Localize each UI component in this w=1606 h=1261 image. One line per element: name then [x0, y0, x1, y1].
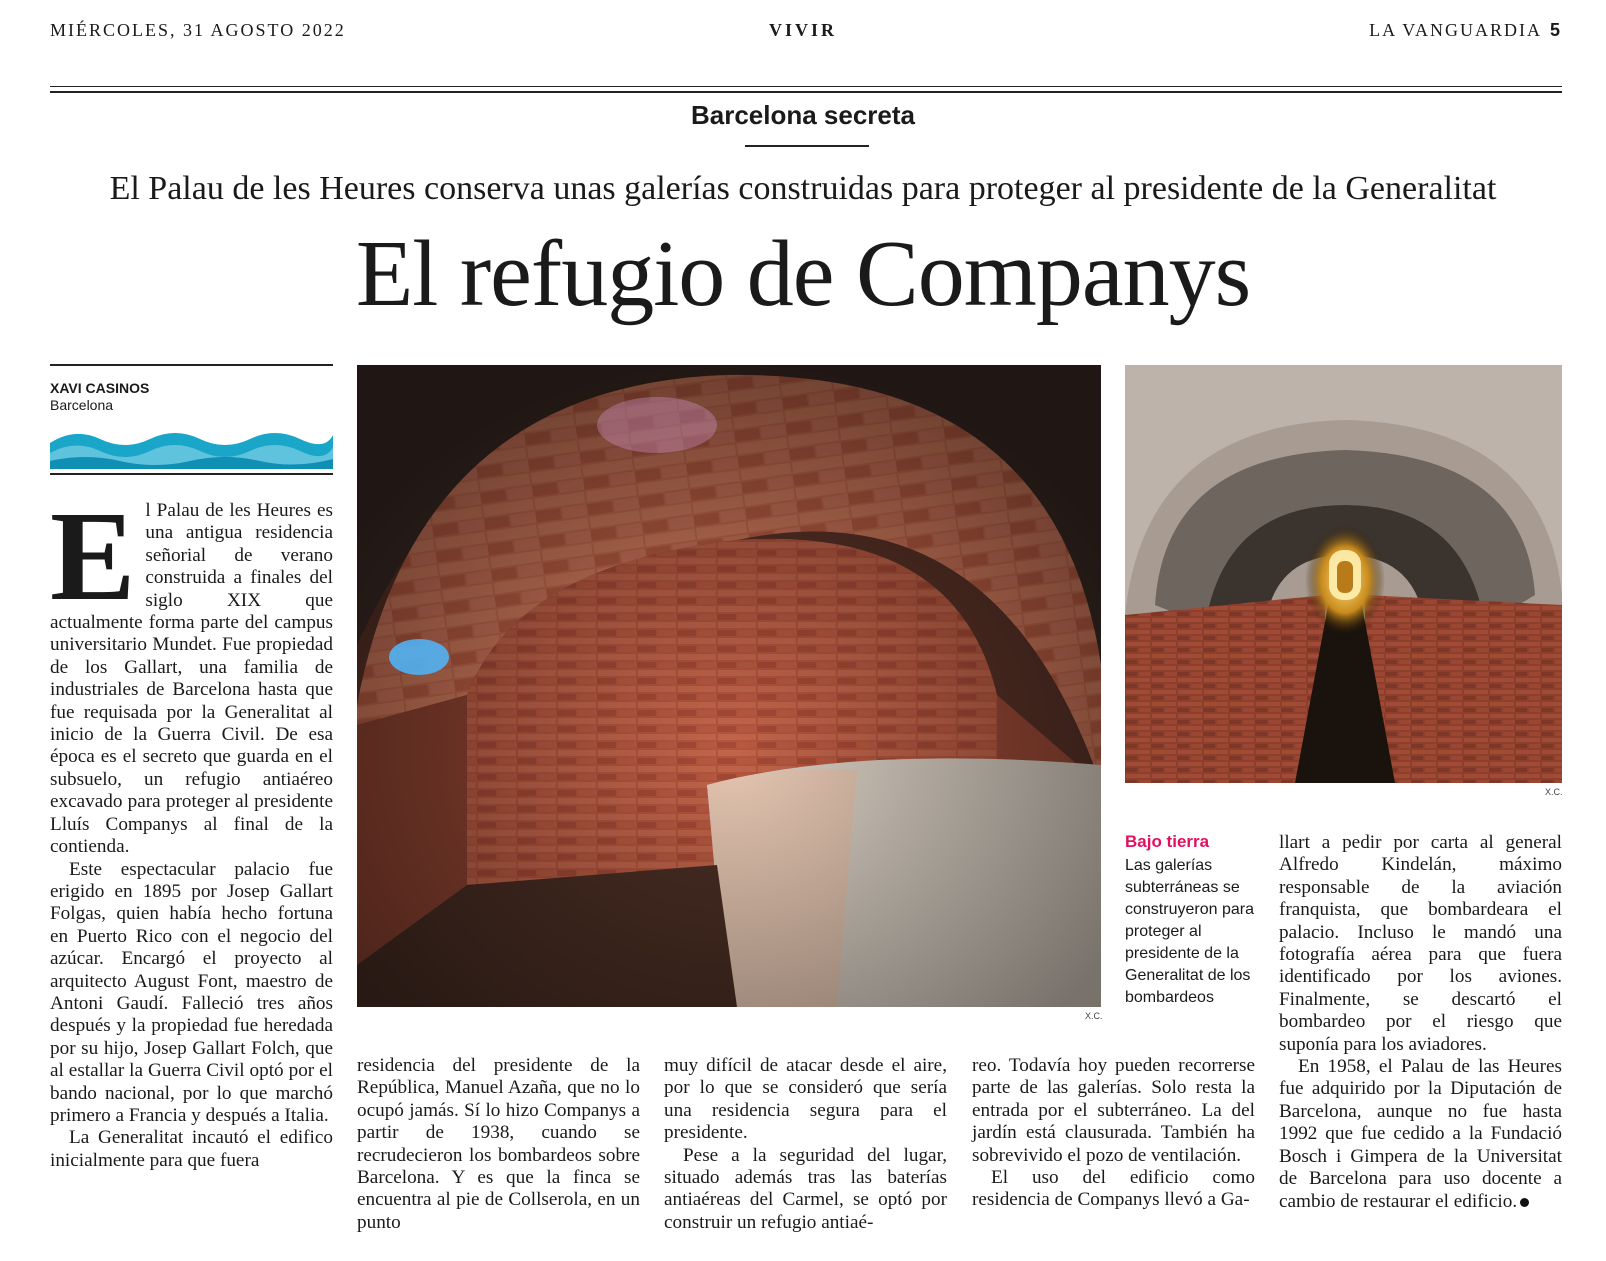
paragraph: reo. Todavía hoy pueden recorrerse parte de las galerías. Solo resta la entrada por el subterráneo. La del jardín está clausurada. También ha sobrevivido el pozo de ventilación. [972, 1055, 1255, 1166]
byline-rule-bottom [50, 473, 333, 475]
photo-credit-side: X.C. [1545, 787, 1563, 797]
dateline-city: Barcelona [50, 397, 114, 413]
caption-title: Bajo tierra [1125, 832, 1210, 851]
header-paper [1369, 20, 1562, 41]
kicker-underline [745, 145, 869, 147]
author: XAVI CASINOS [50, 380, 150, 396]
paragraph: llart a pedir por carta al general Alfredo Kindelán, máximo responsable de la aviación franquista, que bombardeara el palacio. Incluso le mandó una fotografía aérea para que fuera identificado por los aviones. Finalmente, se descartó el bombardeo por el riesgo que suponía para los aviadores. [1279, 832, 1562, 1055]
header-date: MIÉRCOLES, 31 AGOSTO 2022 [50, 20, 346, 40]
byline-rule [50, 364, 333, 366]
paragraph: muy difícil de atacar desde el aire, por lo que se consideró que sería una residencia segura para el presidente. [664, 1055, 947, 1144]
paragraph: Pese a la seguridad del lugar, situado además tras las baterías antiaéreas del Carmel, se optó por construir un refugio antiaé- [664, 1144, 947, 1233]
kicker: Barcelona secreta [690, 100, 916, 130]
tunnel-photo [1125, 365, 1562, 783]
paragraph: Este espectacular palacio fue erigido en 1895 por Josep Gallart Folgas, quien había hecho fortuna en Puerto Rico con el negocio del azúcar. Encargó el proyecto al arquitecto August Font, maestro de Antoni Gaudí. Falleció tres años después y la propiedad fue heredada por su hijo, Josep Gallart Folch, que al estallar la Guerra Civil optó por el bando nacional, por lo que marchó primero a Francia y después a Italia. [50, 858, 333, 1126]
paragraph: El uso del edificio como residencia de Companys llevó a Ga- [972, 1167, 1255, 1211]
header-section: VIVIR [768, 20, 837, 40]
body-column-4 [972, 1055, 1255, 1212]
paragraph: residencia del presidente de la República, Manuel Azaña, que no lo ocupó jamás. Sí lo hizo Companys a partir de 1938, cuando se recrudecieron los bombardeos sobre Barcelona. Y es que la finca se encuentra al pie de Collserola, en un punto [357, 1055, 640, 1233]
shelter-vault-photo [357, 365, 1101, 1007]
paragraph: La Generalitat incautó el edifico inicialmente para que fuera [50, 1127, 333, 1171]
photo-credit-main: X.C. [1085, 1011, 1103, 1021]
body-column-3 [664, 1055, 947, 1234]
body-column-5 [1279, 832, 1562, 1213]
subheadline: El Palau de les Heures conserva unas galerías construidas para proteger al presidente de la Generalitat [109, 170, 1497, 207]
body-column-1 [50, 485, 333, 1172]
paper-name: LA VANGUARDIA [1369, 20, 1542, 40]
paragraph: En 1958, el Palau de las Heures fue adquirido por la Diputación de Barcelona, aunque no fue hasta 1992 que fue cedido a la Fundació Bosch i Gimpera de la Universitat de Barcelona para uso docente a cambio de restaurar el edificio. [1279, 1056, 1562, 1212]
body-column-2 [357, 1055, 640, 1234]
drop-cap: E [50, 485, 136, 627]
header-rule-bottom [50, 91, 1562, 93]
end-mark-icon [1520, 1198, 1529, 1207]
page-number: 5 [1549, 20, 1562, 40]
header-rule-top [50, 86, 1562, 87]
paragraph: El Palau de les Heures es una antigua residencia señorial de verano construida a finales del siglo XIX que actualmente forma parte del campus universitario Mundet. Fue propiedad de los Gallart, una familia de industriales de Barcelona hasta que fue requisada por la Generalitat al inicio de la Guerra Civil. De esa época es el secreto que guarda en el subsuelo, un refugio antiaéreo excavado para proteger al presidente Lluís Companys al final de la contienda. [50, 485, 333, 858]
sea-waves-logo [50, 425, 333, 469]
caption-text: Las galerías subterráneas se construyeron para proteger al presidente de la Generalitat de los bombardeos [1125, 857, 1254, 1006]
headline: El refugio de Companys [355, 222, 1251, 326]
